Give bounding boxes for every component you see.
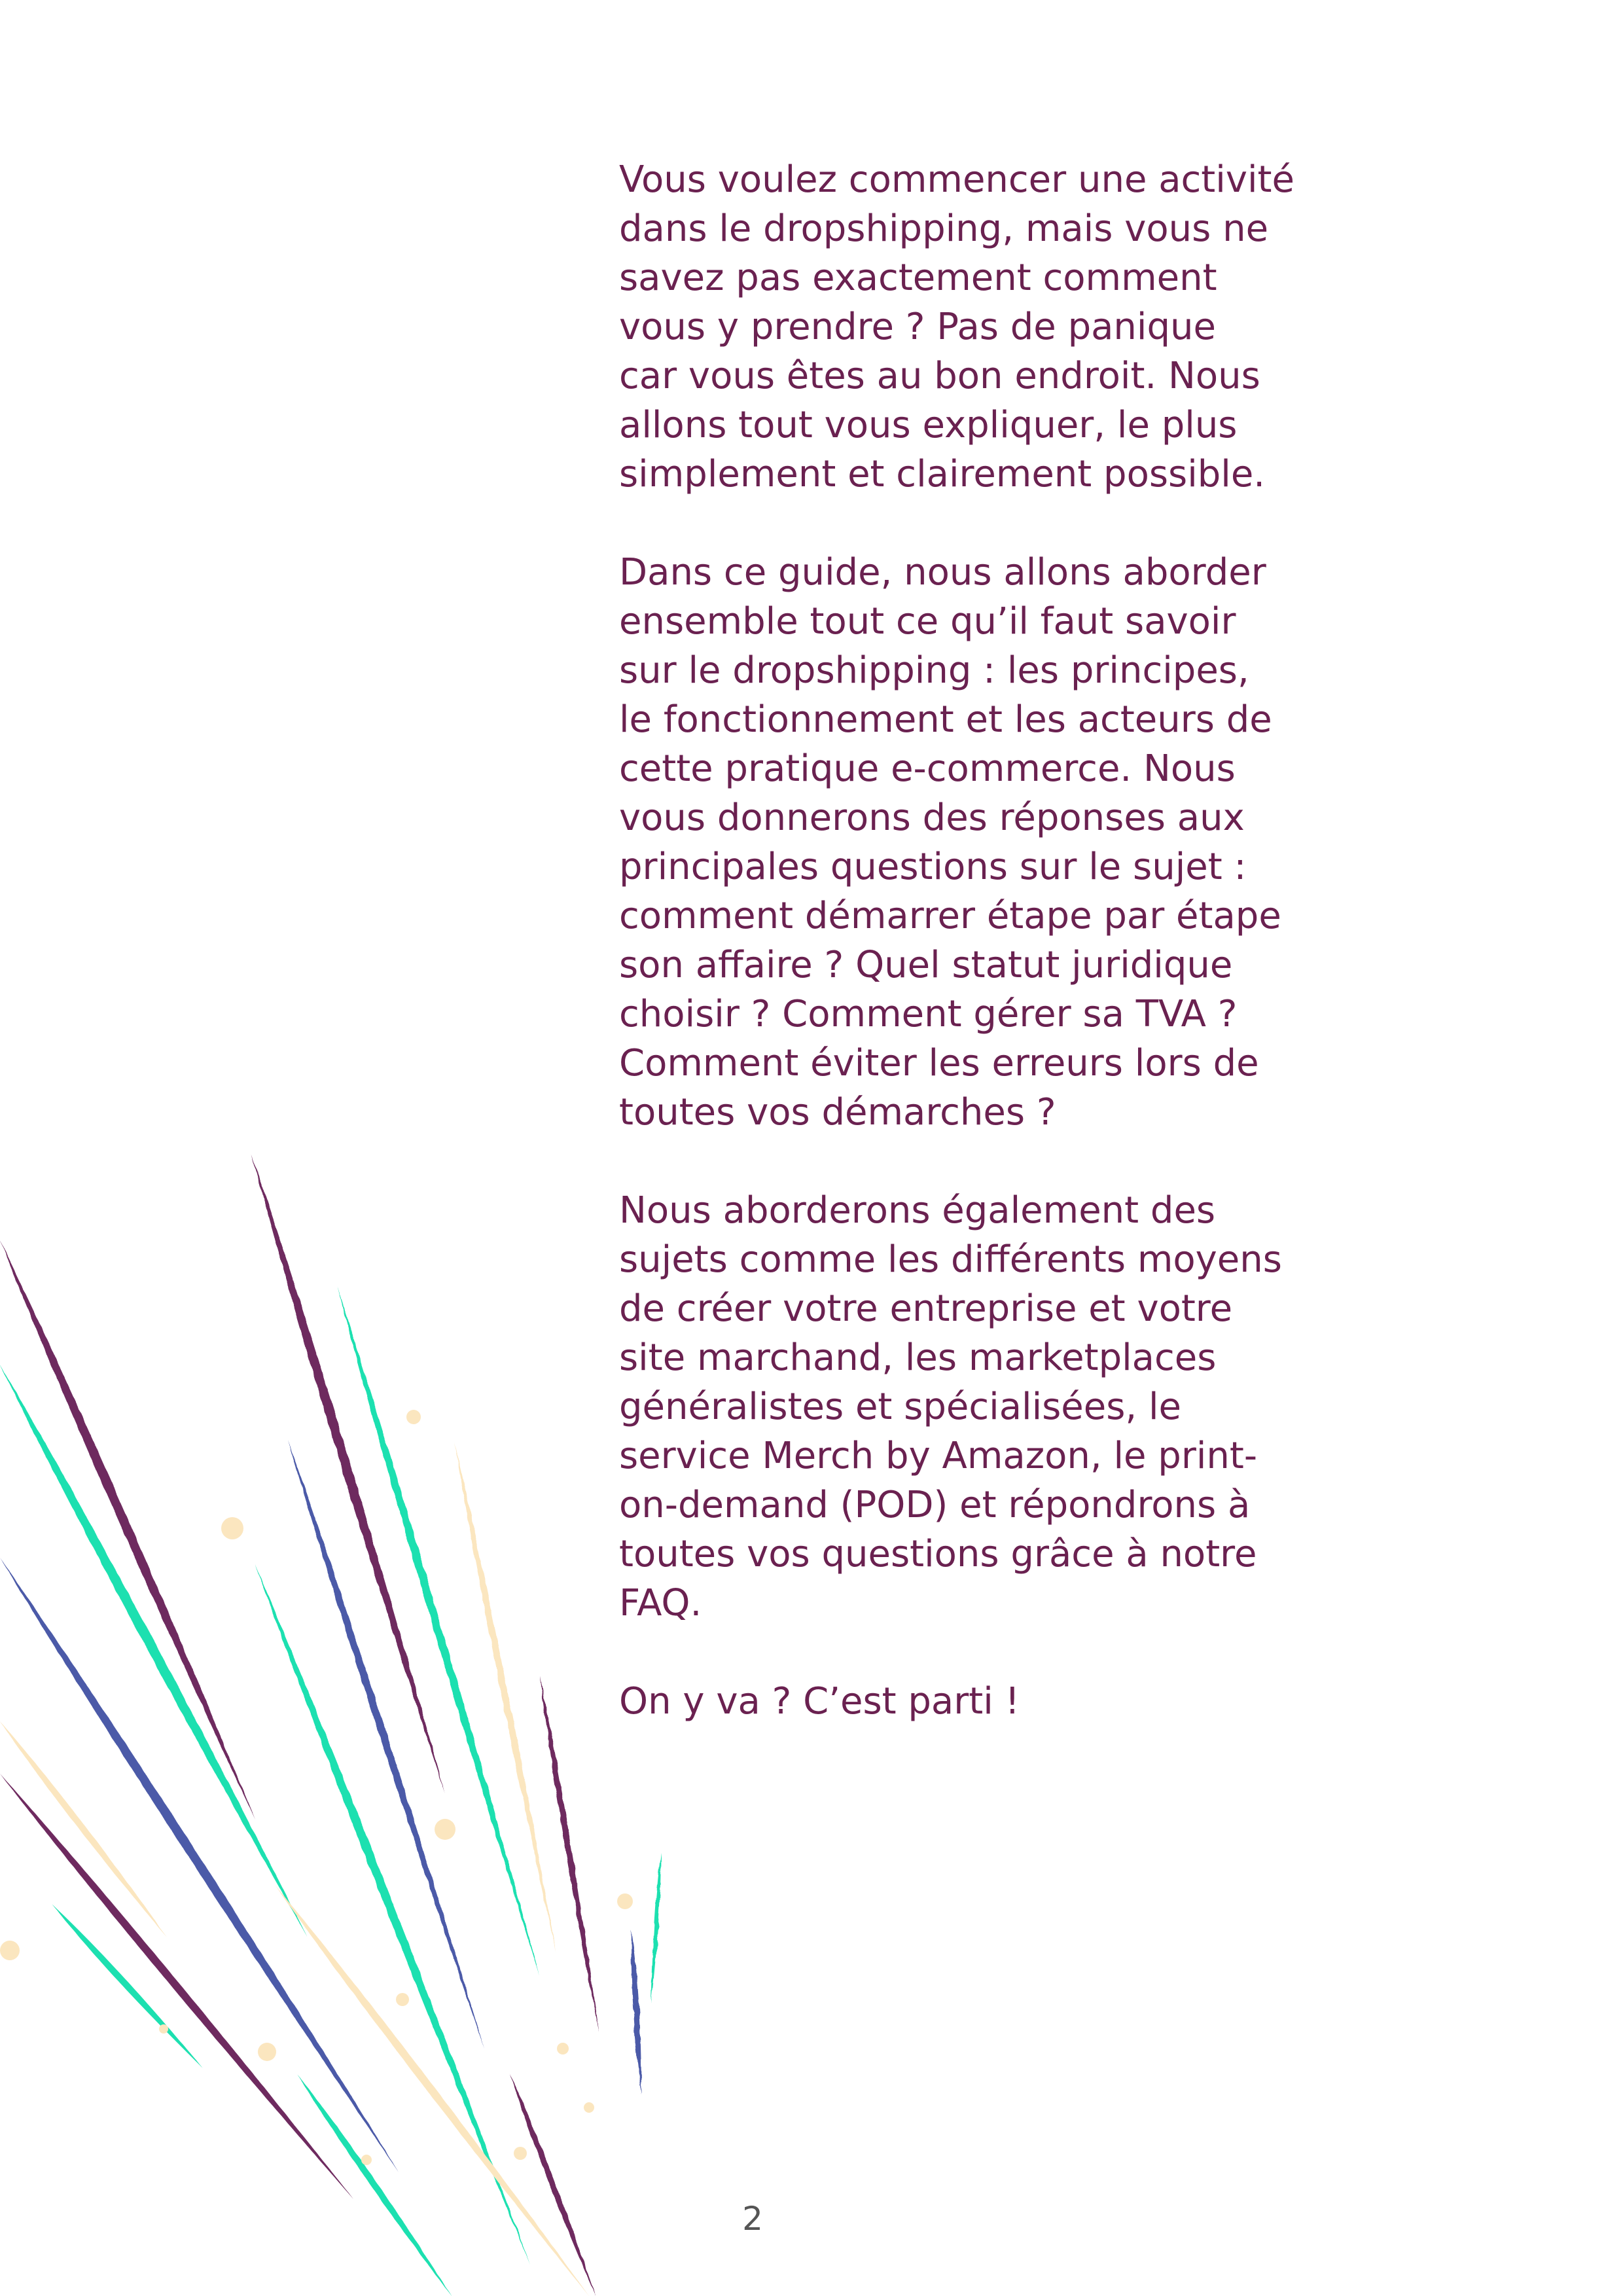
- confetti-dot-8: [557, 2043, 569, 2054]
- confetti-dot-12: [361, 2155, 372, 2165]
- brush-stroke-17: [510, 2075, 596, 2296]
- brush-stroke-1: [252, 1155, 445, 1793]
- brush-stroke-4: [455, 1443, 556, 1954]
- intro-paragraph-2: Dans ce guide, nous allons aborder ensemble tout ce qu’il faut savoir sur le dropshipping : les principes, le fonctionnement et les acteurs de cette pratique e-commerce. Nous vous donnerons des réponses aux principales questions sur le sujet : comment démarrer étape par étape son affaire ? Quel statut juridique choisir ? Comment gérer sa TVA ? Comment éviter les erreurs lors de toutes vos démarches ?: [619, 551, 1281, 1134]
- brush-stroke-14: [275, 1885, 589, 2296]
- confetti-dot-3: [435, 1819, 455, 1840]
- confetti-dot-6: [258, 2043, 276, 2061]
- brush-stroke-8: [0, 1240, 255, 1820]
- confetti-dot-7: [396, 1993, 409, 2006]
- brush-stroke-7: [632, 1931, 641, 2094]
- intro-paragraph-4: On y va ? C’est parti !: [619, 1680, 1020, 1723]
- confetti-dot-2: [221, 1517, 243, 1539]
- page-number: 2: [742, 2200, 763, 2238]
- confetti-dot-11: [159, 2024, 168, 2034]
- brush-stroke-6: [651, 1852, 661, 2003]
- brush-stroke-2: [337, 1286, 540, 1977]
- brush-stroke-10: [0, 1558, 399, 2173]
- brush-stroke-11: [0, 1721, 167, 1937]
- intro-paragraph-3: Nous aborderons également des sujets comme les différents moyens de créer votre entreprise et votre site marchand, les marketplaces généralistes et spécialisées, le service Merch by Amazon, le print- on-demand (POD) et répondrons à toutes vos questions grâce à notre FAQ.: [619, 1189, 1282, 1624]
- confetti-dot-10: [584, 2102, 594, 2113]
- confetti-dot-9: [514, 2147, 527, 2160]
- confetti-dot-5: [0, 1941, 20, 1960]
- brush-stroke-5: [540, 1676, 599, 2032]
- confetti-dot-4: [617, 1893, 633, 1909]
- intro-paragraph-1: Vous voulez commencer une activité dans le dropshipping, mais vous ne savez pas exactement comment vous y prendre ? Pas de panique car vous êtes au bon endroit. Nous allons tout vous expliquer, le plus simplement et clairement possible.: [619, 158, 1294, 495]
- brush-stroke-16: [298, 2075, 452, 2296]
- brush-stroke-9: [0, 1365, 308, 1937]
- brush-stroke-3: [288, 1440, 484, 2049]
- intro-text-block: [619, 155, 1444, 1775]
- confetti-dot-1: [406, 1410, 421, 1424]
